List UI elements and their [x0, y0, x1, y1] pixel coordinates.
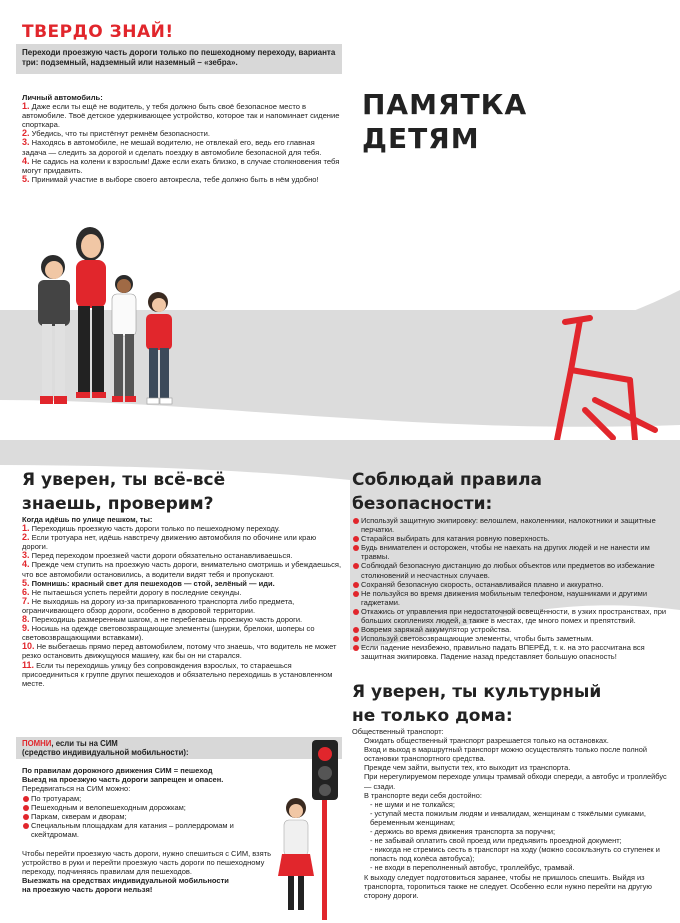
- safety-list: [352, 516, 672, 662]
- item-text: Находясь в автомобиле, не мешай водителю, не отвлекай его, ведь его главная задача — следить за дорогой и сделать поездку в автомобиле безопасной для тебя.: [22, 138, 322, 157]
- sim-header-rest: , если ты на СИМ: [51, 739, 118, 748]
- list-item: [22, 579, 344, 588]
- item-number: 1.: [22, 523, 30, 534]
- transport-line: - не входи в переполненный автобус, троллейбус, трамвай.: [370, 863, 575, 873]
- item-text: Прежде чем ступить на проезжую часть дороги, внимательно смотришь и убеждаешься, что все автомобили остановились, а водители видят тебя и пропускают.: [22, 560, 342, 579]
- safety-block: [352, 516, 672, 662]
- sim-cross-text: Чтобы перейти проезжую часть дороги, нужно спешиться с СИМ, взять устройство в руки и перейти проезжую часть дороги по пешеходному переходу, подчиняясь правилам для пешеходов.: [22, 848, 272, 877]
- item-text: Не садись на колени к взрослым! Даже если ехать близко, в случае столкновения тебя могут придавить.: [22, 156, 340, 175]
- header-title: ТВЕРДО ЗНАЙ!: [22, 22, 174, 42]
- culture-title-2: не только дома:: [352, 706, 513, 726]
- traffic-light-illustration: [270, 740, 350, 920]
- list-item: [22, 560, 344, 578]
- list-item: [22, 524, 344, 533]
- item-number: 2.: [22, 532, 30, 543]
- item-text: Не выбегаешь прямо перед автомобилем, потому что знаешь, что водитель не может резко остановить движущуюся машину, как бы он ни старался.: [22, 642, 337, 661]
- car-block: [22, 93, 340, 184]
- car-item: [22, 157, 340, 175]
- left-title-1: Я уверен, ты всё-всё: [22, 470, 226, 490]
- item-text: Если ты переходишь улицу без сопровождения взрослых, то стараешься присоединиться к группе других пешеходов и обязательно переходишь в установленном месте.: [22, 660, 333, 688]
- item-text: Переходишь размеренным шагом, а не перебегаешь проезжую часть дороги.: [31, 615, 303, 625]
- transport-title: Общественный транспорт:: [352, 727, 444, 736]
- list-item: Используй защитную экипировку: велошлем, наколенники, налокотники и защитные перчатки.: [352, 516, 672, 534]
- transport-line: - никогда не стремись сесть в транспорт на ходу (можно сосокльзнуть со ступенек и попасть под колёса автобуса);: [370, 845, 660, 864]
- item-number: 4.: [22, 559, 30, 570]
- right-title-2: безопасности:: [352, 494, 493, 514]
- list-item: Будь внимателен и осторожен, чтобы не наехать на других людей и не нанести им травмы.: [352, 543, 672, 561]
- car-item: [22, 138, 340, 156]
- list-item: Если падение неизбежно, правильно падать ВПЕРЁД, т. к. на это рассчитана вся защитная экипировка. Падение назад представляет большую опасность!: [352, 643, 672, 661]
- pedestrian-subtitle: Когда идёшь по улице пешком, ты:: [22, 515, 153, 524]
- item-text: Переходишь проезжую часть дороги только по пешеходному переходу.: [31, 524, 280, 534]
- item-number: 9.: [22, 623, 30, 634]
- sim-header-line-1: [22, 739, 189, 748]
- transport-line: К выходу следует подготовиться заранее, чтобы не пришлось спешить. Выйдя из транспорта, торопиться также не следует. Особенно если нужно перейти на другую сторону дороги.: [364, 872, 652, 900]
- transport-line: - уступай места пожилым людям и инвалидам, женщинам с тяжёлыми сумками, беременным женщинам;: [370, 808, 646, 827]
- car-item: [22, 175, 340, 184]
- sim-header-line-2: (средство индивидуальной мобильности):: [22, 748, 189, 758]
- car-title: Личный автомобиль:: [22, 93, 103, 102]
- list-item: [22, 533, 344, 551]
- item-number: 5.: [22, 173, 30, 184]
- culture-title-1: Я уверен, ты культурный: [352, 682, 602, 702]
- sim-places-list: [22, 794, 280, 840]
- sim-header-red: ПОМНИ: [22, 739, 52, 748]
- left-title-2: знаешь, проверим?: [22, 494, 214, 514]
- item-number: 4.: [22, 155, 30, 166]
- transport-line: Прежде чем зайти, выпусти тех, кто выходит из транспорта.: [364, 763, 571, 773]
- pedestrian-block: [22, 515, 344, 688]
- car-item: [22, 102, 340, 129]
- list-item: [22, 642, 344, 660]
- transport-block: [352, 727, 674, 900]
- item-text: Не выходишь на дорогу из-за припаркованного транспорта либо предмета, ограничивающего обзор дороги, особенно в дворовой территории.: [22, 596, 295, 615]
- sim-rule-1: По правилам дорожного движения СИМ = пешеход: [22, 766, 213, 775]
- list-item: Вовремя заряжай аккумулятор устройства.: [352, 625, 672, 634]
- item-number: 2.: [22, 128, 30, 139]
- transport-line: Ожидать общественный транспорт разрешается только на остановках.: [364, 736, 609, 746]
- memo-title-2: ДЕТЯМ: [362, 122, 480, 155]
- family-illustration: [28, 222, 193, 418]
- transport-line: - держись во время движения транспорта за поручни;: [370, 827, 556, 837]
- list-item: [22, 588, 344, 597]
- list-item: [22, 661, 344, 688]
- list-item: Откажись от управления при недостаточной освещённости, в узких пространствах, при больших скоплениях людей, а также в местах, где много помех и препятствий.: [352, 607, 672, 625]
- sim-header: [22, 739, 189, 758]
- transport-line: Вход и выход в маршрутный транспорт можно осуществлять только после полной остановки транспортного средства.: [364, 745, 647, 764]
- sim-rule-2: Выезд на проезжую часть дороги запрещен и опасен.: [22, 775, 224, 785]
- item-number: 11.: [22, 659, 35, 670]
- crossing-note: Переходи проезжую часть дороги только по пешеходному переходу, варианта три: подземный, надземный или наземный – «зебра».: [22, 48, 336, 67]
- item-text: Перед переходом проезжей части дороги обязательно останавливаешься.: [31, 551, 293, 561]
- item-number: 10.: [22, 641, 35, 652]
- item-number: 6.: [22, 586, 30, 597]
- list-item: Пешеходным и велопешеходным дорожкам;: [22, 803, 280, 812]
- transport-line: В транспорте веди себя достойно:: [364, 790, 482, 800]
- sim-final-2: на проезжую часть дороги нельзя!: [22, 885, 153, 895]
- list-item: Используй световозвращающие элементы, чтобы быть заметным.: [352, 634, 672, 643]
- list-item: Соблюдай безопасную дистанцию до любых объектов или предметов во избежание столкновений и несчастных случаев.: [352, 561, 672, 579]
- list-item: Специальным площадкам для катания – роллердромам и скейтдромам.: [22, 821, 280, 839]
- item-number: 8.: [22, 614, 30, 625]
- item-number: 3.: [22, 550, 30, 561]
- item-number: 5.: [22, 577, 30, 588]
- list-item: Паркам, скверам и дворам;: [22, 812, 280, 821]
- list-item: Сохраняй безопасную скорость, останавливайся плавно и аккуратно.: [352, 580, 672, 589]
- transport-line: - не шуми и не толкайся;: [370, 799, 455, 809]
- item-number: 7.: [22, 595, 30, 606]
- item-number: 3.: [22, 137, 30, 148]
- right-title-1: Соблюдай правила: [352, 470, 543, 490]
- list-item: [22, 597, 344, 615]
- sim-block: [22, 766, 280, 895]
- sim-places-intro: Передвигаться на СИМ можно:: [22, 784, 131, 794]
- memo-title-1: ПАМЯТКА: [362, 88, 528, 121]
- list-item: По тротуарам;: [22, 794, 280, 803]
- item-number: 1.: [22, 101, 30, 112]
- list-item: Не пользуйся во время движения мобильным телефоном, наушниками и другими гаджетами.: [352, 589, 672, 607]
- item-text: Помнишь: красный свет для пешеходов — стой, зелёный — иди.: [31, 578, 275, 588]
- item-text: Если тротуара нет, идёшь навстречу движению автомобиля по обочине или краю дороги.: [22, 533, 317, 552]
- item-text: Носишь на одежде световозвращающие элементы (шнурки, брелоки, шоперы со световозвращающими вставками).: [22, 624, 315, 643]
- list-item: [22, 615, 344, 624]
- sim-final-1: Выезжать на средствах индивидуальной мобильности: [22, 876, 229, 886]
- item-text: Не пытаешься успеть перейти дорогу в последние секунды.: [31, 587, 242, 597]
- item-text: Убедись, что ты пристёгнут ремнём безопасности.: [31, 129, 210, 139]
- item-text: Принимай участие в выборе своего автокресла, тебе должно быть в нём удобно!: [31, 174, 319, 184]
- transport-line: - не забывай оплатить свой проезд или предъявить проездной документ;: [370, 836, 622, 846]
- transport-line: При нерегулируемом переходе улицы трамвай обходи спереди, а автобус и троллейбус — сзади.: [364, 772, 667, 791]
- item-text: Даже если ты ещё не водитель, у тебя должно быть своё безопасное место в автомобиле. Твоё детское удерживающее устройство, которое так и напоминает сидение спорткара.: [22, 102, 340, 130]
- list-item: Старайся выбирать для катания ровную поверхность.: [352, 534, 672, 543]
- list-item: [22, 624, 344, 642]
- red-scooter-illustration: [535, 310, 675, 445]
